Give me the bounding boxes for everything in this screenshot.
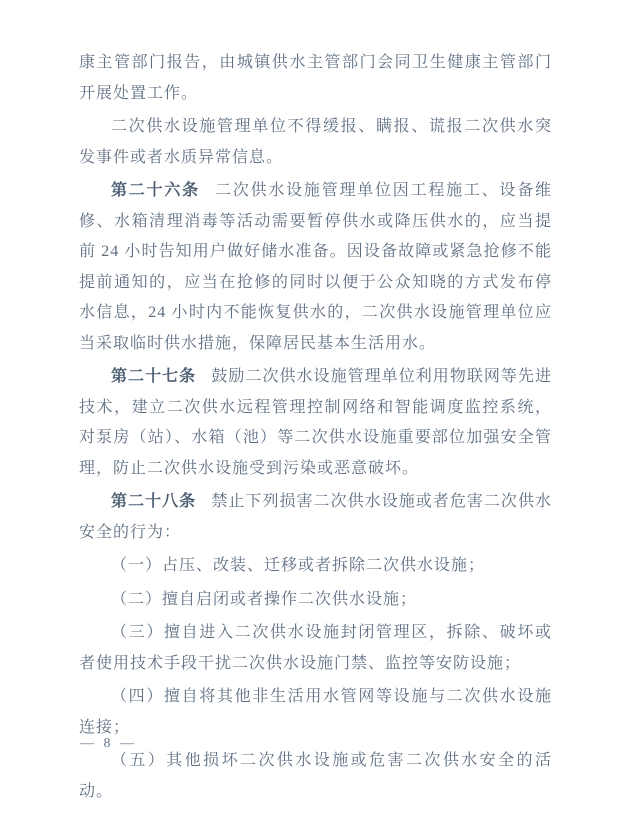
paragraph-article-28 — [79, 487, 552, 548]
paragraph-article-26 — [79, 176, 552, 359]
article-number: 第二十七条 — [111, 368, 197, 385]
paragraph-text: （三）擅自进入二次供水设施封闭管理区，拆除、破坏或者使用技术手段干扰二次供水设施门禁、监控等安防设施； — [79, 624, 552, 672]
paragraph-text: 鼓励二次供水设施管理单位利用物联网等先进技术，建立二次供水远程管理控制网络和智能调度监控系统，对泵房（站）、水箱（池）等二次供水设施重要部位加强安全管理，防止二次供水设施受到污染或恶意破坏。 — [79, 368, 552, 477]
paragraph-text: 二次供水设施管理单位因工程施工、设备维修、水箱清理消毒等活动需要暂停供水或降压供水的，应当提前 24 小时告知用户做好储水准备。因设备故障或紧急抢修不能提前通知的，应当在抢修的同时以便于公众知晓的方式发布停水信息，24 小时内不能恢复供水的，二次供水设施管理单位应当采取临时供水措施，保障居民基本生活用水。 — [79, 182, 552, 352]
paragraph-text: （一）占压、改装、迁移或者拆除二次供水设施； — [111, 557, 486, 574]
document-body — [79, 48, 552, 810]
list-item-3 — [79, 618, 552, 679]
list-item-4 — [79, 682, 552, 743]
list-item-2 — [79, 585, 552, 616]
paragraph-text: （二）擅自启闭或者操作二次供水设施； — [111, 590, 418, 608]
paragraph-article-27 — [79, 362, 552, 484]
paragraph-text: （四）擅自将其他非生活用水管网等设施与二次供水设施连接； — [79, 688, 552, 736]
paragraph — [79, 112, 552, 173]
article-number: 第二十六条 — [111, 182, 200, 199]
list-item-1 — [79, 551, 552, 582]
paragraph-text: 二次供水设施管理单位不得缓报、瞒报、谎报二次供水突发事件或者水质异常信息。 — [79, 118, 552, 166]
article-number: 第二十八条 — [111, 493, 197, 510]
paragraph-text: 康主管部门报告，由城镇供水主管部门会同卫生健康主管部门开展处置工作。 — [79, 54, 552, 102]
page-number: — 8 — — [80, 736, 137, 751]
paragraph-text: （五）其他损坏二次供水设施或危害二次供水安全的活动。 — [79, 752, 552, 800]
paragraph-continuation — [79, 48, 552, 109]
list-item-5 — [79, 746, 552, 807]
paragraph-text: 禁止下列损害二次供水设施或者危害二次供水安全的行为： — [79, 493, 552, 541]
